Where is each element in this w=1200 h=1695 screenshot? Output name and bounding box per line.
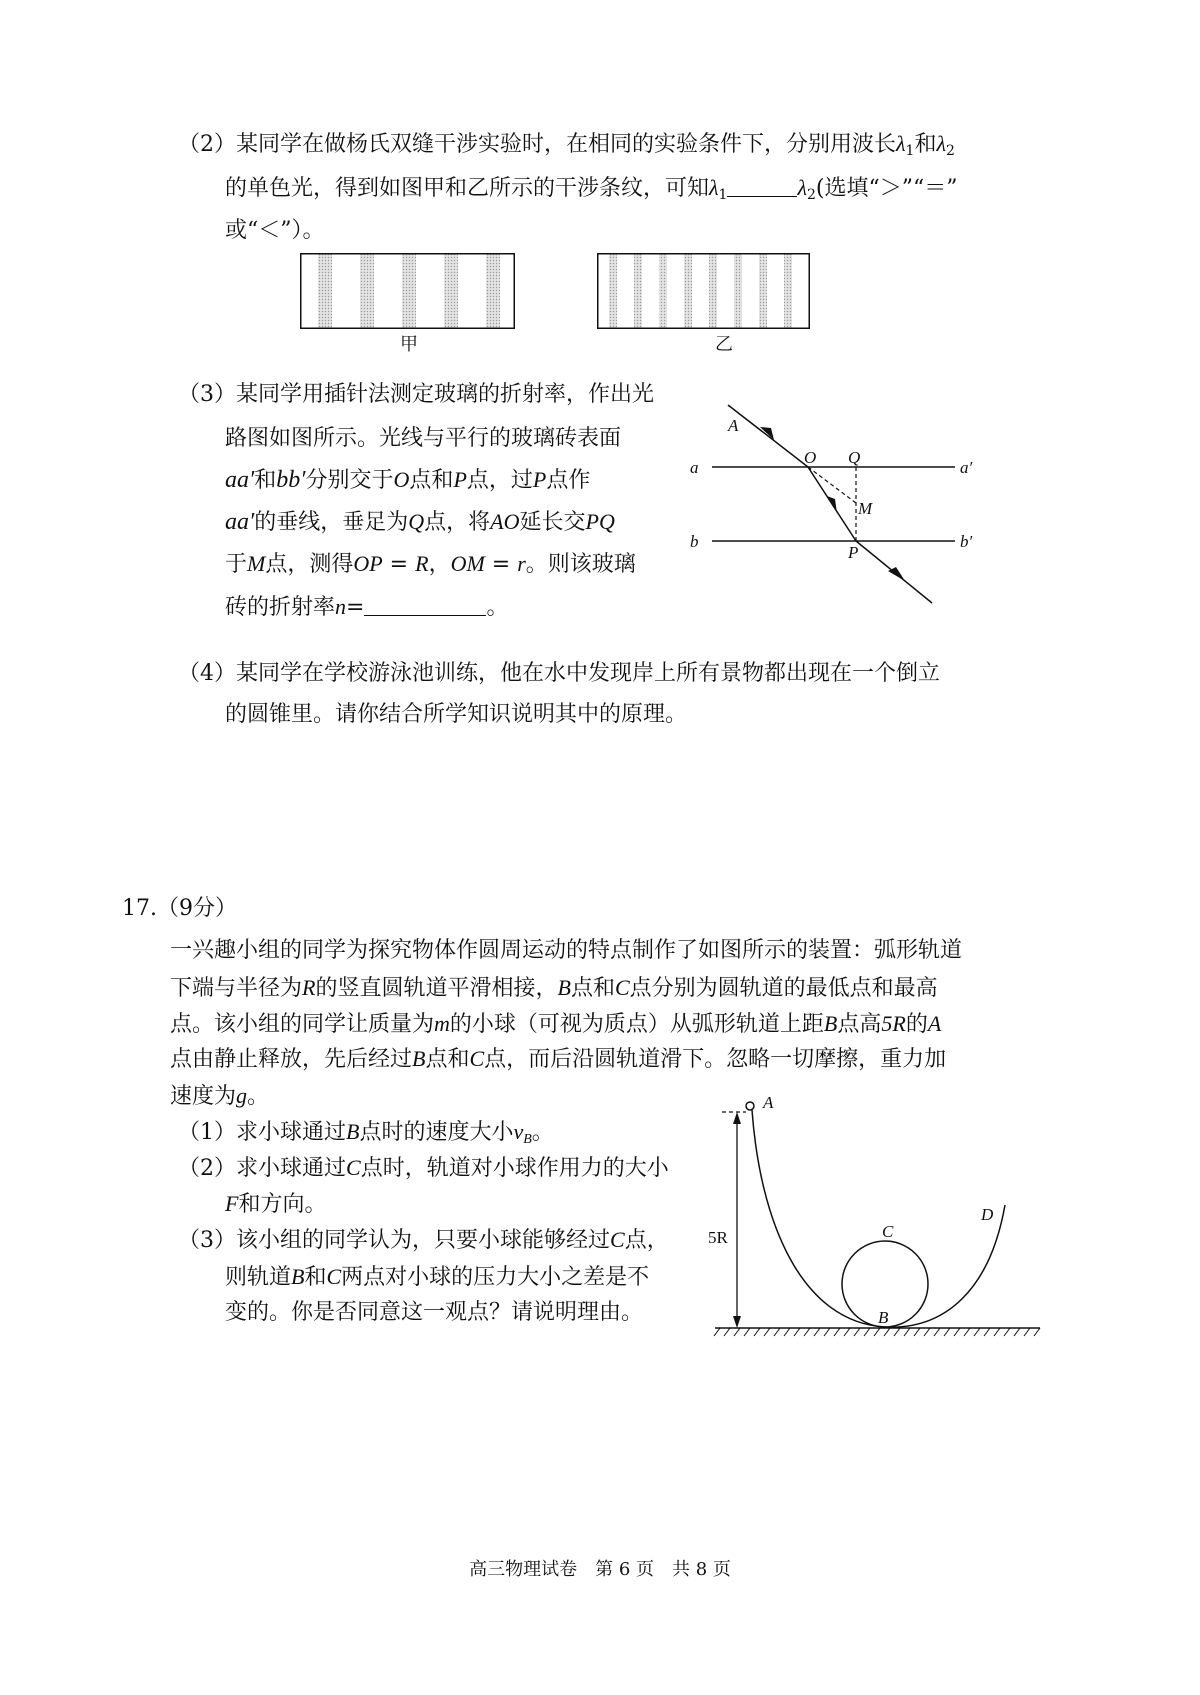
q17-para-line4: 点由静止释放，先后经过B点和C点，而后沿圆轨道滑下。忽略一切摩擦，重力加 (170, 1046, 947, 1072)
height-arrow-bottom (733, 1316, 741, 1328)
q17-sub2-line1: （2）求小球通过C点时，轨道对小球作用力的大小 (178, 1155, 669, 1181)
incident-ray (728, 405, 808, 467)
q16-3-line5: 于M点，测得OP = R，OM = r。则该玻璃 (225, 551, 636, 577)
q17-para-line1: 一兴趣小组的同学为探究物体作圆周运动的特点制作了如图所示的装置：弧形轨道 (170, 938, 963, 963)
fringe-pattern-jia (300, 253, 515, 329)
ball (746, 1102, 754, 1110)
q16-2-line2: 的单色光，得到如图甲和乙所示的干涉条纹，可知$\lambda_1$ $\lambda_2$(选填“＞”“＝” (225, 175, 958, 203)
label-D: D (981, 1205, 994, 1224)
label-M: M (858, 499, 873, 518)
q17-sub2-line2: F和方向。 (225, 1191, 327, 1217)
answer-blank-compare (727, 178, 797, 197)
q16-2-line1: （2）某同学在做杨氏双缝干涉实验时，在相同的实验条件下，分别用波长$\lambda_1$和$\lambda_2$ (178, 131, 955, 159)
label-C: C (882, 1222, 894, 1241)
q17-sub3-line2: 则轨道B和C两点对小球的压力大小之差是不 (225, 1264, 650, 1290)
label-A: A (763, 1093, 774, 1112)
incident-arrow (760, 427, 774, 440)
q17-para-line2: 下端与半径为R的竖直圆轨道平滑相接，B点和C点分别为圆轨道的最低点和最高 (170, 975, 938, 1001)
q16-3-line2: 路图如图所示。光线与平行的玻璃砖表面 (225, 426, 622, 451)
q17-header: 17.（9分） (122, 896, 237, 921)
q17-sub1: （1）求小球通过B点时的速度大小$v_B$。 (178, 1119, 554, 1147)
page-footer: 高三物理试卷 第 6 页 共 8 页 (469, 1559, 731, 1580)
q17-para-line3: 点。该小组的同学让质量为m的小球（可视为质点）从弧形轨道上距B点高5R的A (170, 1011, 942, 1037)
label-b-prime: b′ (960, 532, 973, 551)
label-P: P (848, 543, 859, 562)
arc-track (752, 1110, 1005, 1327)
track-diagram (700, 1090, 1050, 1350)
q16-3-line6: 砖的折射率n= 。 (225, 594, 509, 620)
refraction-diagram (680, 395, 1000, 610)
q17-sub3-line1: （3）该小组的同学认为，只要小球能够经过C点， (178, 1227, 669, 1253)
label-a: a (690, 458, 699, 477)
q16-4-line1: （4）某同学在学校游泳池训练，他在水中发现岸上所有景物都出现在一个倒立 (178, 661, 940, 686)
q17-para-line5: 速度为g。 (170, 1083, 270, 1109)
label-a-prime: a′ (960, 458, 973, 477)
label-O: O (804, 448, 817, 467)
label-Q: Q (848, 448, 861, 467)
q16-3-line4: aa′的垂线，垂足为Q点，将AO延长交PQ (225, 509, 615, 535)
q16-2-line3: 或“＜”）。 (225, 218, 325, 243)
q17-sub3-line3: 变的。你是否同意这一观点？请说明理由。 (225, 1300, 644, 1325)
answer-blank-refractive-index (364, 597, 486, 616)
label-B: B (878, 1308, 889, 1327)
height-arrow-top (733, 1112, 741, 1124)
fringe-pattern-yi (597, 253, 810, 329)
label-b: b (690, 532, 699, 551)
label-yi: 乙 (715, 334, 733, 355)
q16-3-line3: aa′和bb′分别交于O点和P点，过P点作 (225, 467, 591, 493)
label-jia: 甲 (400, 334, 418, 355)
ground-hatching (714, 1328, 1040, 1336)
q16-3-line1: （3）某同学用插针法测定玻璃的折射率，作出光 (178, 382, 654, 407)
extension-AO (808, 467, 856, 503)
label-A: A (728, 416, 739, 435)
q16-4-line2: 的圆锥里。请你结合所学知识说明其中的原理。 (225, 702, 688, 727)
label-5R: 5R (708, 1228, 728, 1247)
